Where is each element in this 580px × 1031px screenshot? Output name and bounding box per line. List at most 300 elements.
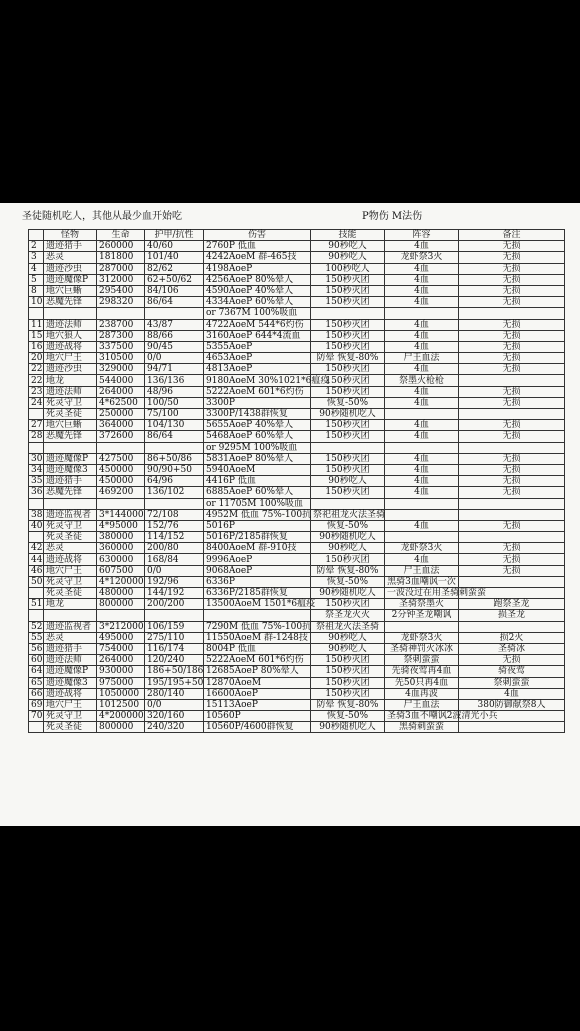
armor-cell: 168/84	[145, 554, 204, 565]
table-row	[29, 442, 565, 453]
skill-cell: 150秒灭团	[311, 375, 385, 386]
note-cell: 无损	[459, 464, 565, 475]
hp-cell: 264000	[97, 655, 145, 666]
skill-cell: 90秒随机吃人	[311, 532, 385, 543]
skill-cell: 90秒随机吃人	[311, 588, 385, 599]
note-cell	[459, 576, 565, 587]
hp-cell: 3*212000	[97, 621, 145, 632]
table-row	[29, 263, 565, 274]
skill-cell: 90秒吃人	[311, 252, 385, 263]
table-row	[29, 632, 565, 643]
level-cell: 10	[29, 297, 44, 308]
monster-cell: 遗迹法师	[44, 655, 97, 666]
skill-cell: 150秒灭团	[311, 599, 385, 610]
table-row	[29, 397, 565, 408]
lineup-cell: 龙虾祭3火	[385, 632, 459, 643]
level-cell	[29, 588, 44, 599]
armor-cell: 94/71	[145, 364, 204, 375]
table-row	[29, 330, 565, 341]
level-cell: 69	[29, 699, 44, 710]
table-row	[29, 711, 565, 722]
level-cell	[29, 610, 44, 621]
note-cell: 无损	[459, 364, 565, 375]
note-cell	[459, 442, 565, 453]
lineup-cell: 4血	[385, 453, 459, 464]
monster-cell: 遗迹战将	[44, 554, 97, 565]
table-row	[29, 621, 565, 632]
armor-cell: 88/66	[145, 330, 204, 341]
damage-cell: 4653AoeP	[204, 353, 311, 364]
hp-cell: 298320	[97, 297, 145, 308]
skill-cell: 祭圣龙火火	[311, 610, 385, 621]
armor-cell: 200/80	[145, 543, 204, 554]
table-row	[29, 487, 565, 498]
monster-cell: 遗迹法师	[44, 386, 97, 397]
damage-cell: 4952M 低血 75%-100抗	[204, 509, 311, 520]
damage-cell: 4198AoeP	[204, 263, 311, 274]
armor-cell: 144/192	[145, 588, 204, 599]
lineup-cell	[385, 498, 459, 509]
table-row	[29, 420, 565, 431]
armor-cell: 106/159	[145, 621, 204, 632]
level-cell: 65	[29, 677, 44, 688]
armor-cell: 0/0	[145, 699, 204, 710]
hp-cell: 287000	[97, 263, 145, 274]
monster-cell: 遗迹战将	[44, 341, 97, 352]
skill-cell: 90秒吃人	[311, 632, 385, 643]
level-cell	[29, 722, 44, 733]
damage-cell: 12685AoeP 80%晕人	[204, 666, 311, 677]
table-row	[29, 666, 565, 677]
armor-cell: 90/90+50	[145, 464, 204, 475]
armor-cell	[145, 442, 204, 453]
table-row	[29, 576, 565, 587]
hp-cell	[97, 308, 145, 319]
lineup-cell: 4血	[385, 330, 459, 341]
skill-cell: 150秒灭团	[311, 487, 385, 498]
hp-cell: 800000	[97, 722, 145, 733]
level-cell: 70	[29, 711, 44, 722]
level-cell	[29, 442, 44, 453]
armor-cell: 90/45	[145, 341, 204, 352]
level-cell	[29, 532, 44, 543]
armor-cell: 101/40	[145, 252, 204, 263]
armor-cell: 280/140	[145, 688, 204, 699]
monster-cell: 遗迹猎手	[44, 476, 97, 487]
note-cell: 损2火	[459, 632, 565, 643]
column-header: 怪物	[44, 230, 97, 241]
damage-cell: 9180AoeM 30%1021*6瘟疫	[204, 375, 311, 386]
monster-cell: 遗迹魔像P	[44, 453, 97, 464]
damage-cell: 2760P 低血	[204, 241, 311, 252]
monster-cell: 地龙	[44, 375, 97, 386]
armor-cell: 120/240	[145, 655, 204, 666]
monster-cell: 恶魔先锋	[44, 297, 97, 308]
table-header-row	[29, 230, 565, 241]
armor-cell: 82/62	[145, 263, 204, 274]
lineup-cell	[385, 621, 459, 632]
table-row	[29, 453, 565, 464]
note-cell: 无损	[459, 655, 565, 666]
lineup-cell	[385, 532, 459, 543]
table-row	[29, 610, 565, 621]
hp-cell: 930000	[97, 666, 145, 677]
skill-cell: 恢复-50%	[311, 711, 385, 722]
level-cell: 42	[29, 543, 44, 554]
hp-cell: 450000	[97, 464, 145, 475]
skill-cell: 90秒吃人	[311, 643, 385, 654]
damage-cell: 10560P	[204, 711, 311, 722]
level-cell: 28	[29, 431, 44, 442]
header-note	[22, 207, 562, 221]
monster-cell: 遗迹猎手	[44, 643, 97, 654]
skill-cell: 150秒灭团	[311, 364, 385, 375]
table-row	[29, 431, 565, 442]
note-cell: 无损	[459, 397, 565, 408]
monster-cell: 恶魔先锋	[44, 431, 97, 442]
skill-cell: 150秒灭团	[311, 453, 385, 464]
skill-cell: 90秒吃人	[311, 543, 385, 554]
monster-cell: 遗迹魔像P	[44, 274, 97, 285]
hp-cell: 630000	[97, 554, 145, 565]
lineup-cell: 4血	[385, 520, 459, 531]
damage-cell: 6336P/2185群恢复	[204, 588, 311, 599]
monster-cell: 死灵圣徒	[44, 722, 97, 733]
lineup-cell: 先骑夜莺再4血	[385, 666, 459, 677]
monster-cell: 恶灵	[44, 543, 97, 554]
damage-cell: 10560P/4600群恢复	[204, 722, 311, 733]
column-header	[29, 230, 44, 241]
hp-cell: 264000	[97, 386, 145, 397]
table-row	[29, 409, 565, 420]
note-cell: 无损	[459, 285, 565, 296]
table-row	[29, 599, 565, 610]
hp-cell: 380000	[97, 532, 145, 543]
table-row	[29, 543, 565, 554]
armor-cell: 40/60	[145, 241, 204, 252]
armor-cell: 62+50/62	[145, 274, 204, 285]
armor-cell: 186+50/186	[145, 666, 204, 677]
level-cell: 2	[29, 241, 44, 252]
table-row	[29, 319, 565, 330]
table-row	[29, 722, 565, 733]
skill-cell: 150秒灭团	[311, 319, 385, 330]
skill-cell: 90秒吃人	[311, 241, 385, 252]
skill-cell: 150秒灭团	[311, 386, 385, 397]
hp-cell: 4*120000	[97, 576, 145, 587]
level-cell: 50	[29, 576, 44, 587]
table-row	[29, 241, 565, 252]
note-cell: 380防御献祭8人	[459, 699, 565, 710]
lineup-cell: 一波没过在用圣骑刺蛮蛮	[385, 588, 459, 599]
lineup-cell: 祭刺蛮蛮	[385, 655, 459, 666]
hp-cell: 3*144000	[97, 509, 145, 520]
armor-cell: 86+50/86	[145, 453, 204, 464]
damage-cell: 7290M 低血 75%-100抗	[204, 621, 311, 632]
lineup-cell: 尸王血法	[385, 699, 459, 710]
table-row	[29, 386, 565, 397]
skill-cell: 150秒灭团	[311, 666, 385, 677]
skill-cell: 恢复-50%	[311, 576, 385, 587]
note-cell: 跑祭圣龙	[459, 599, 565, 610]
level-cell	[29, 308, 44, 319]
damage-cell: 4813AoeP	[204, 364, 311, 375]
armor-cell: 200/200	[145, 599, 204, 610]
damage-cell: 5831AoeP 80%晕人	[204, 453, 311, 464]
hp-cell: 181800	[97, 252, 145, 263]
level-cell: 34	[29, 464, 44, 475]
column-header: 阵容	[385, 230, 459, 241]
note-cell	[459, 532, 565, 543]
level-cell: 56	[29, 643, 44, 654]
lineup-cell: 4血	[385, 263, 459, 274]
damage-cell: 3300P/1438群恢复	[204, 409, 311, 420]
skill-cell: 150秒灭团	[311, 420, 385, 431]
lineup-cell	[385, 409, 459, 420]
damage-cell: 4242AoeM 群-465技	[204, 252, 311, 263]
skill-cell: 150秒灭团	[311, 431, 385, 442]
armor-cell: 195/195+50	[145, 677, 204, 688]
column-header: 伤害	[204, 230, 311, 241]
note-cell	[459, 375, 565, 386]
level-cell: 66	[29, 688, 44, 699]
armor-cell: 104/130	[145, 420, 204, 431]
note-cell	[459, 409, 565, 420]
lineup-cell: 圣骑3血不嘲讽2波清光小兵	[385, 711, 459, 722]
table-row	[29, 297, 565, 308]
armor-cell: 43/87	[145, 319, 204, 330]
skill-cell	[311, 442, 385, 453]
armor-cell: 84/106	[145, 285, 204, 296]
hp-cell	[97, 442, 145, 453]
note-left: 圣徒随机吃人，其他从最少血开始吃	[22, 211, 182, 222]
skill-cell: 150秒灭团	[311, 688, 385, 699]
level-cell: 4	[29, 263, 44, 274]
monster-cell: 地穴巨蜥	[44, 420, 97, 431]
monster-table	[28, 229, 565, 733]
skill-cell: 150秒灭团	[311, 285, 385, 296]
armor-cell: 114/152	[145, 532, 204, 543]
skill-cell: 150秒灭团	[311, 677, 385, 688]
damage-cell: 8400AoeM 群-910技	[204, 543, 311, 554]
lineup-cell: 4血再波	[385, 688, 459, 699]
skill-cell: 150秒灭团	[311, 655, 385, 666]
monster-cell: 遗迹法师	[44, 319, 97, 330]
armor-cell: 48/96	[145, 386, 204, 397]
note-cell: 无损	[459, 554, 565, 565]
damage-cell: 5222AoeM 601*6灼伤	[204, 386, 311, 397]
note-cell: 无损	[459, 353, 565, 364]
skill-cell: 90秒吃人	[311, 476, 385, 487]
level-cell: 24	[29, 397, 44, 408]
table-row	[29, 565, 565, 576]
damage-cell: or 11705M 100%吸血	[204, 498, 311, 509]
level-cell: 35	[29, 476, 44, 487]
skill-cell	[311, 308, 385, 319]
note-cell: 无损	[459, 420, 565, 431]
armor-cell	[145, 610, 204, 621]
note-cell: 无损	[459, 263, 565, 274]
monster-cell: 死灵圣徒	[44, 409, 97, 420]
armor-cell: 0/0	[145, 353, 204, 364]
level-cell: 20	[29, 353, 44, 364]
hp-cell: 544000	[97, 375, 145, 386]
hp-cell: 469200	[97, 487, 145, 498]
lineup-cell	[385, 442, 459, 453]
table-row	[29, 520, 565, 531]
note-cell	[459, 621, 565, 632]
lineup-cell: 4血	[385, 487, 459, 498]
table-row	[29, 375, 565, 386]
table-row	[29, 364, 565, 375]
monster-cell: 遗迹魔像P	[44, 666, 97, 677]
skill-cell: 150秒灭团	[311, 554, 385, 565]
hp-cell: 4*95000	[97, 520, 145, 531]
damage-cell: 9996AoeP	[204, 554, 311, 565]
armor-cell: 275/110	[145, 632, 204, 643]
skill-cell: 恢复-50%	[311, 520, 385, 531]
lineup-cell	[385, 509, 459, 520]
table-row	[29, 274, 565, 285]
lineup-cell: 4血	[385, 554, 459, 565]
table-row	[29, 509, 565, 520]
monster-cell: 地穴尸王	[44, 353, 97, 364]
level-cell: 16	[29, 341, 44, 352]
table-row	[29, 643, 565, 654]
monster-cell: 死灵圣徒	[44, 532, 97, 543]
column-header: 护甲/抗性	[145, 230, 204, 241]
monster-cell: 恶灵	[44, 632, 97, 643]
damage-cell	[204, 610, 311, 621]
monster-cell: 遗迹战将	[44, 688, 97, 699]
hp-cell: 312000	[97, 274, 145, 285]
level-cell: 40	[29, 520, 44, 531]
monster-cell: 死灵守卫	[44, 397, 97, 408]
hp-cell: 238700	[97, 319, 145, 330]
lineup-cell: 4血	[385, 341, 459, 352]
note-cell: 无损	[459, 386, 565, 397]
damage-cell: or 7367M 100%吸血	[204, 308, 311, 319]
lineup-cell: 4血	[385, 431, 459, 442]
table-row	[29, 341, 565, 352]
lineup-cell: 4血	[385, 285, 459, 296]
lineup-cell: 龙虾祭3火	[385, 543, 459, 554]
monster-cell: 恶魔先锋	[44, 487, 97, 498]
note-cell: 无损	[459, 487, 565, 498]
note-cell: 无损	[459, 252, 565, 263]
column-header: 生命	[97, 230, 145, 241]
damage-cell: 4416P 低血	[204, 476, 311, 487]
note-cell: 4血	[459, 688, 565, 699]
hp-cell: 364000	[97, 420, 145, 431]
note-cell: 无损	[459, 341, 565, 352]
table-row	[29, 532, 565, 543]
skill-cell: 150秒灭团	[311, 341, 385, 352]
damage-cell: 5016P/2185群恢复	[204, 532, 311, 543]
skill-cell: 150秒灭团	[311, 464, 385, 475]
damage-cell: 4590AoeP 40%晕人	[204, 285, 311, 296]
armor-cell: 64/96	[145, 476, 204, 487]
table-row	[29, 588, 565, 599]
monster-cell: 遗迹魔像3	[44, 464, 97, 475]
hp-cell: 427500	[97, 453, 145, 464]
damage-cell: or 9295M 100%吸血	[204, 442, 311, 453]
lineup-cell: 黑骑刺蛮蛮	[385, 722, 459, 733]
note-cell: 无损	[459, 543, 565, 554]
table-row	[29, 353, 565, 364]
level-cell: 60	[29, 655, 44, 666]
monster-cell: 死灵守卫	[44, 711, 97, 722]
note-cell	[459, 722, 565, 733]
damage-cell: 6885AoeP 60%晕人	[204, 487, 311, 498]
armor-cell: 152/76	[145, 520, 204, 531]
hp-cell: 250000	[97, 409, 145, 420]
hp-cell: 975000	[97, 677, 145, 688]
note-cell: 无损	[459, 241, 565, 252]
damage-cell: 6336P	[204, 576, 311, 587]
note-cell: 无损	[459, 453, 565, 464]
lineup-cell: 先50只再4血	[385, 677, 459, 688]
damage-cell: 5940AoeM	[204, 464, 311, 475]
monster-cell	[44, 498, 97, 509]
level-cell: 27	[29, 420, 44, 431]
level-cell: 22	[29, 364, 44, 375]
damage-cell: 5016P	[204, 520, 311, 531]
skill-cell: 100秒吃人	[311, 263, 385, 274]
level-cell: 46	[29, 565, 44, 576]
hp-cell: 310500	[97, 353, 145, 364]
note-cell	[459, 498, 565, 509]
skill-cell: 150秒灭团	[311, 297, 385, 308]
armor-cell	[145, 498, 204, 509]
lineup-cell: 4血	[385, 297, 459, 308]
lineup-cell: 4血	[385, 274, 459, 285]
hp-cell: 1012500	[97, 699, 145, 710]
note-cell: 圣骑冰	[459, 643, 565, 654]
lineup-cell: 4血	[385, 397, 459, 408]
damage-cell: 5355AoeP	[204, 341, 311, 352]
monster-cell: 遗迹监视者	[44, 509, 97, 520]
note-cell: 无损	[459, 431, 565, 442]
monster-cell: 遗迹魔像3	[44, 677, 97, 688]
note-right: P物伤 M法伤	[362, 211, 423, 222]
armor-cell: 320/160	[145, 711, 204, 722]
lineup-cell: 祭墨火枪枪	[385, 375, 459, 386]
table-row	[29, 554, 565, 565]
hp-cell	[97, 498, 145, 509]
level-cell: 51	[29, 599, 44, 610]
skill-cell: 恢复-50%	[311, 397, 385, 408]
note-cell: 骑夜莺	[459, 666, 565, 677]
level-cell: 38	[29, 509, 44, 520]
table-row	[29, 655, 565, 666]
damage-cell: 5655AoeP 40%晕人	[204, 420, 311, 431]
monster-cell	[44, 442, 97, 453]
hp-cell: 4*200000	[97, 711, 145, 722]
damage-cell: 11550AoeM 群-1248技	[204, 632, 311, 643]
lineup-cell: 4血	[385, 420, 459, 431]
skill-cell: 祭祖龙火法圣骑	[311, 621, 385, 632]
hp-cell: 260000	[97, 241, 145, 252]
monster-cell: 死灵圣徒	[44, 588, 97, 599]
armor-cell: 240/320	[145, 722, 204, 733]
monster-cell: 死灵守卫	[44, 520, 97, 531]
lineup-cell: 圣骑祭墨火	[385, 599, 459, 610]
damage-cell: 3160AoeP 644*4流血	[204, 330, 311, 341]
monster-cell: 遗迹猎手	[44, 241, 97, 252]
damage-cell: 4722AoeM 544*6灼伤	[204, 319, 311, 330]
level-cell	[29, 409, 44, 420]
